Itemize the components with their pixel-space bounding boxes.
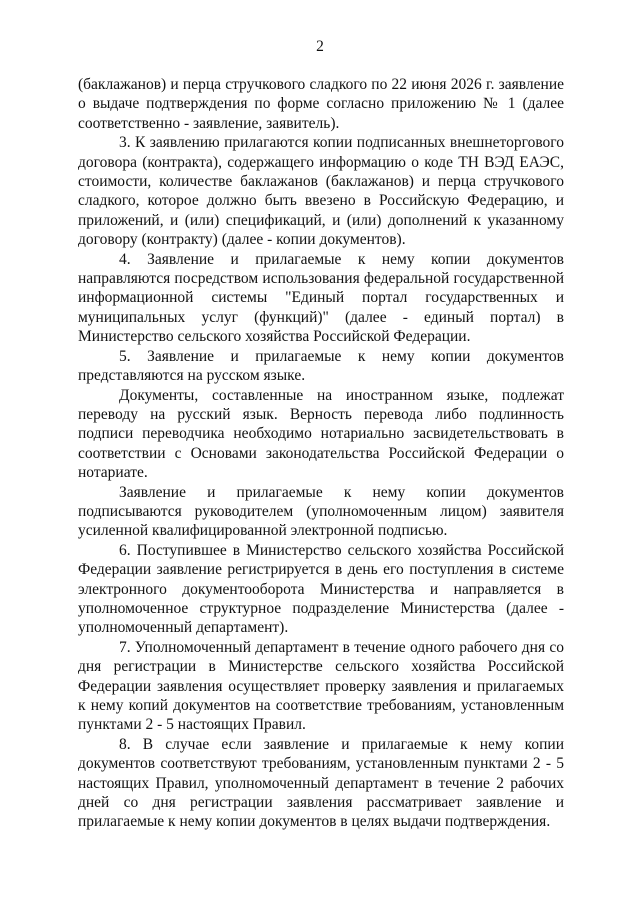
paragraph-continuation: (баклажанов) и перца стручкового сладкого по 22 июня 2026 г. заявление о выдаче подтверждения по форме согласно приложению № 1 (далее соответственно - заявление, заявитель).: [78, 76, 564, 132]
page-number: 2: [316, 38, 324, 55]
paragraph-item-3: 3. К заявлению прилагаются копии подписанных внешнеторгового договора (контракта), содержащего информацию о коде ТН ВЭД ЕАЭС, стоимости, количестве баклажанов (баклажанов) и перца стручкового сладкого, которое должно быть ввезено в Российскую Федерацию, и приложений, и (или) спецификаций, и (или) дополнений к указанному договору (контракту) (далее - копии документов).: [78, 134, 564, 249]
paragraph-item-8: 8. В случае если заявление и прилагаемые к нему копии документов соответствуют требованиям, установленным пунктами 2 - 5 настоящих Правил, уполномоченный департамент в течение 2 рабочих дней со дня регистрации заявления рассматривает заявление и прилагаемые к нему копии документов в целях выдачи подтверждения.: [78, 735, 564, 831]
paragraph-foreign-language: Документы, составленные на иностранном языке, подлежат переводу на русский язык. Верность перевода либо подлинность подписи переводчика необходимо нотариально засвидетельствовать в соответствии с Основами законодательства Российской Федерации о нотариате.: [78, 386, 564, 482]
paragraph-item-4: 4. Заявление и прилагаемые к нему копии документов направляются посредством использования федеральной государственной информационной системы "Единый портал государственных и муниципальных услуг (функций)" (далее - единый портал) в Министерство сельского хозяйства Российской Федерации.: [78, 250, 564, 346]
document-body: [78, 75, 564, 832]
paragraph-signature: Заявление и прилагаемые к нему копии документов подписываются руководителем (уполномоченным лицом) заявителя усиленной квалифицированной электронной подписью.: [78, 483, 564, 540]
paragraph-item-7: 7. Уполномоченный департамент в течение одного рабочего дня со дня регистрации в Министерстве сельского хозяйства Российской Федерации заявления осуществляет проверку заявления и прилагаемых к нему копий документов на соответствие требованиям, установленным пунктами 2 - 5 настоящих Правил.: [78, 638, 564, 734]
paragraph-item-6: 6. Поступившее в Министерство сельского хозяйства Российской Федерации заявление регистрируется в день его поступления в системе электронного документооборота Министерства и направляется в уполномоченное структурное подразделение Министерства (далее - уполномоченный департамент).: [78, 541, 564, 637]
paragraph-item-5: 5. Заявление и прилагаемые к нему копии документов представляются на русском языке.: [78, 347, 564, 385]
